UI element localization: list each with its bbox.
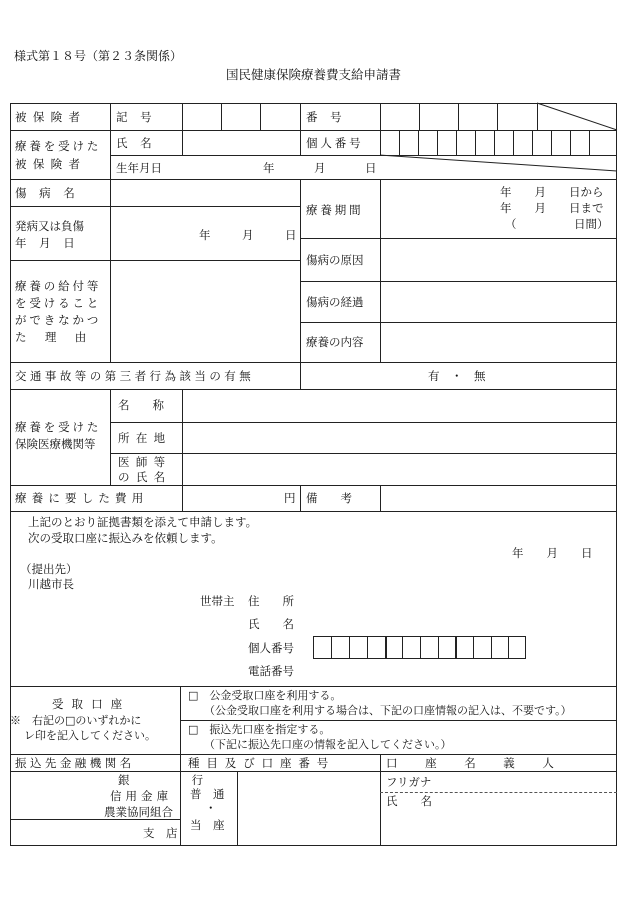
patient-personal-number-label: 個人番号 (306, 136, 364, 150)
submit-to-label: （提出先） (20, 562, 78, 576)
bank-type-agri: 農業協同組合 (104, 805, 173, 819)
branch-name-field[interactable] (11, 820, 136, 845)
specify-account-note: （下記に振込先口座の情報を記入してください。） (204, 738, 452, 751)
account-note-1: ※ 右記の□のいずれかに (10, 714, 142, 727)
patient-label-1: 療養を受けた (15, 139, 102, 153)
institution-name-label: 名称 (118, 398, 187, 412)
branch-label: 支 店 (143, 826, 178, 840)
onset-month: 月 (242, 228, 254, 242)
institution-label-2: 保険医療機関等 (15, 437, 96, 451)
onset-day: 日 (285, 228, 297, 242)
institution-label-1: 療養を受けた (15, 420, 102, 434)
disease-name-field[interactable] (111, 180, 299, 205)
symbol-field[interactable] (183, 104, 299, 129)
birthdate-month: 月 (314, 161, 326, 175)
cost-unit: 円 (284, 491, 296, 505)
public-account-option[interactable]: □ 公金受取口座を利用する。 (188, 689, 342, 702)
content-field[interactable] (381, 323, 616, 361)
applicant-personal-number-label: 個人番号 (248, 641, 294, 655)
receive-account-label: 受取口座 (52, 697, 131, 711)
form-number: 様式第１８号（第２３条関係） (14, 49, 183, 63)
onset-label-2: 年月日 (15, 236, 88, 250)
course-label: 傷病の経過 (306, 295, 364, 309)
doctor-label-2: の氏名 (118, 470, 172, 484)
declaration-date: 年 月 日 (512, 546, 593, 560)
number-label: 番号 (306, 110, 355, 124)
declaration-line-1: 上記のとおり証拠書類を添えて申請します。 (28, 515, 258, 529)
reason-label-1: 療養の給付等 (15, 279, 102, 293)
doctor-label-1: 医師等 (118, 455, 172, 469)
holder-name-label: 氏 名 (386, 794, 432, 808)
reason-field[interactable] (111, 261, 299, 361)
householder-label: 世帯主 (200, 594, 235, 608)
birthdate-day: 日 (365, 161, 377, 175)
account-holder-header: 口座名義人 (386, 756, 582, 770)
symbol-label: 記号 (116, 110, 165, 124)
mayor-label: 川越市長 (28, 577, 74, 591)
period-from: 年 月 日から (500, 185, 604, 199)
account-number-field[interactable] (238, 772, 379, 845)
traffic-options[interactable]: 有 ・ 無 (428, 369, 486, 383)
patient-name-field[interactable] (183, 131, 299, 154)
specify-account-option[interactable]: □ 振込先口座を指定する。 (188, 723, 331, 736)
applicant-phone-field[interactable] (310, 661, 610, 681)
account-type-touza[interactable]: 当 座 (190, 818, 225, 832)
furigana-label: フリガナ (386, 775, 432, 789)
doctor-name-field[interactable] (183, 454, 616, 484)
account-type-futsu[interactable]: 普 通 (190, 787, 225, 801)
cause-field[interactable] (381, 239, 616, 280)
reason-label-4: た理由 (15, 330, 105, 344)
account-type-header: 種目及び口座番号 (188, 756, 336, 770)
patient-label-2: 被保険者 (15, 157, 87, 171)
period-days: （ 日間） (505, 217, 609, 231)
period-label: 療養期間 (306, 203, 364, 217)
onset-year: 年 (199, 228, 211, 242)
remarks-label: 備考 (306, 491, 375, 505)
applicant-address-label: 住 所 (248, 594, 294, 608)
remarks-field[interactable] (381, 486, 616, 510)
institution-name-field[interactable] (183, 390, 616, 421)
patient-name-label: 氏名 (116, 136, 165, 150)
applicant-name-label: 氏 名 (248, 617, 294, 631)
bank-institution-header: 振込先金融機関名 (15, 756, 135, 770)
declaration-line-2: 次の受取口座に振込みを依頼します。 (28, 531, 223, 545)
traffic-label: 交通事故等の第三者行為該当の有無 (15, 369, 255, 383)
public-account-note: （公金受取口座を利用する場合は、下記の口座情報の記入は、不要です。） (204, 704, 572, 717)
applicant-phone-label: 電話番号 (248, 664, 294, 678)
reason-label-2: を受けること (15, 296, 102, 310)
period-to: 年 月 日まで (500, 201, 604, 215)
cause-label: 傷病の原因 (306, 253, 364, 267)
bank-type-credit: 信用金庫 (110, 789, 173, 803)
onset-label-1: 発病又は負傷 (15, 219, 84, 233)
form-title: 国民健康保険療養費支給申請書 (226, 67, 402, 82)
birthdate-year: 年 (263, 161, 275, 175)
applicant-name-field[interactable] (310, 613, 610, 635)
account-note-2: レ印を記入してください。 (24, 729, 156, 742)
bank-name-field[interactable] (11, 772, 101, 818)
patient-personal-number-field[interactable] (381, 131, 616, 154)
applicant-address-field[interactable] (310, 590, 610, 612)
reason-label-3: ができなかつ (15, 313, 102, 327)
institution-address-label: 所在地 (118, 431, 172, 445)
content-label: 療養の内容 (306, 335, 364, 349)
course-field[interactable] (381, 282, 616, 321)
cost-field[interactable] (183, 486, 299, 510)
birthdate-label: 生年月日 (116, 161, 162, 175)
institution-address-field[interactable] (183, 423, 616, 452)
insured-label: 被保険者 (15, 110, 87, 124)
bank-type-bank: 銀 行 (118, 773, 229, 787)
disease-name-label: 傷病名 (15, 186, 88, 200)
account-type-separator: ・ (205, 801, 217, 815)
number-field[interactable] (381, 104, 536, 129)
holder-name-field[interactable] (440, 772, 616, 845)
cost-label: 療養に要した費用 (15, 491, 149, 505)
